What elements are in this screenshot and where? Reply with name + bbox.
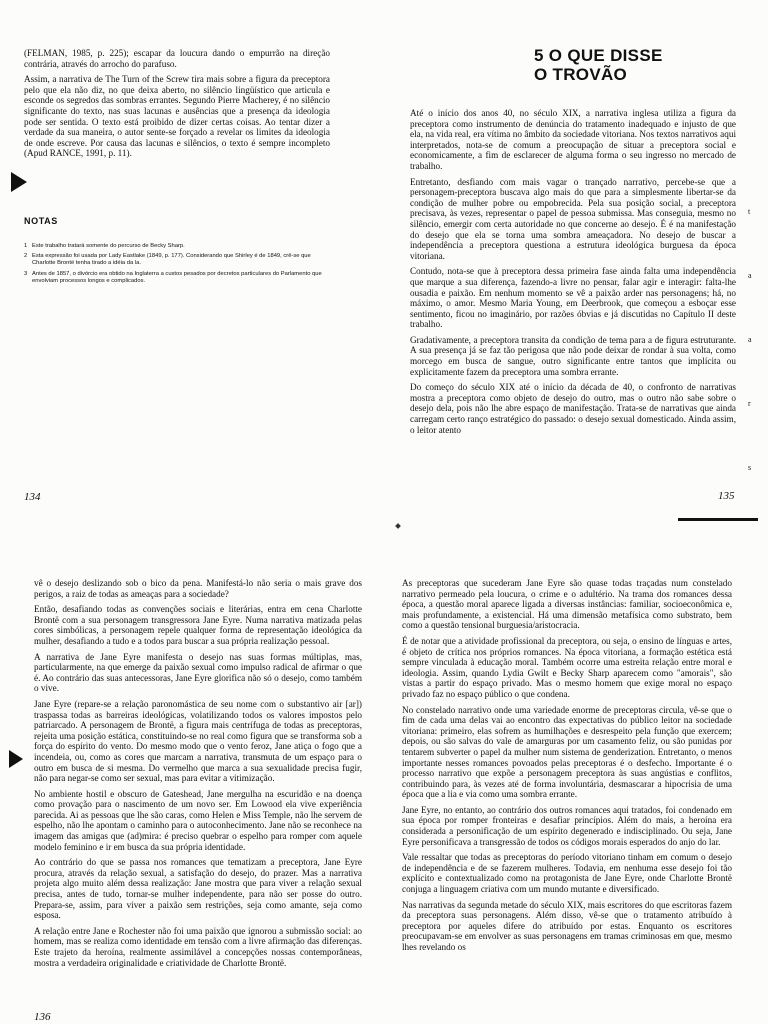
paragraph: No ambiente hostil e obscuro de Gateshead, Jane mergulha na escuridão e na doença como provação para o nascimento de um novo ser. Em Lowood ela vive experiência parecida. Ai as pessoas que lhe são caras, como Helen e Miss Temple, não lhe servem de espelho, não lhe apontam o caminho para o autoconhecimento. Jane não se reconhece na imagem das amigas que (ad)mira: é preciso quebrar o espelho para romper com aquele modelo feminino e ir em busca da sua própria identidade. xyxy=(34,788,362,852)
paragraph: (FELMAN, 1985, p. 225); escapar da loucura dando o empurrão na direção contrária, através do arrocho do parafuso. xyxy=(24,48,330,69)
paragraph: Jane Eyre (repare-se a relação paronomástica de seu nome com o substantivo air [ar]) traspassa todas as barreiras ideológicas, volatilizando todos os valores impostos pelo patriarcado. A personagem de Brontë, a figura mais centrífuga de todas as preceptoras, rejeita uma posição estática, constituindo-se no real como figura que se transforma sob a força do espírito do vento. Do mesmo modo que o vento feroz, Jane atiça o fogo que a incendeia, ou, como as cores que marcam a narrativa, transmuta de um espaço para o outro em busca de si mesma. Do vermelho que marca a sua sexualidade precisa fugir, não para negar-se como ser sexual, mas para evitar a vitimização. xyxy=(34,698,362,784)
notes-list xyxy=(24,243,324,288)
page-135-body xyxy=(410,108,736,440)
paragraph: Entretanto, desfiando com mais vagar o trançado narrativo, percebe-se que a personagem-preceptora buscava algo mais do que para a simplesmente libertar-se da condição de mulher pobre ou empobrecida. Pela sua posição social, a preceptora precisava, às vezes, representar o papel de pessoa submissa. Mas conseguia, mesmo no silêncio, emergir com certa autoridade no que concerne ao desejo. É é na manifestação do desejo que ela se torna uma sombra ameaçadora. No desejo de buscar a independência a preceptora questiona a estrutura ideológica burguesa da época vitoriana. xyxy=(410,176,736,261)
margin-arrow-marker xyxy=(11,172,27,192)
note-text: Este trabalho tratará somente do percurso de Becky Sharp. xyxy=(32,243,185,249)
paragraph: Nas narrativas da segunda metade do século XIX, mais escritores do que escritoras fazem da preceptora suas personagens. Além disso, vê-se que o tratamento atribuído à preceptora por aqueles difere do atribuído por estas. Enquanto os escritores preocupavam-se em envolver as suas personagens em tramas criminosas em que, mesmo lhes revelando os xyxy=(402,899,732,952)
chapter-title-line: 5 O QUE DISSE xyxy=(534,46,663,65)
paragraph: Contudo, nota-se que à preceptora dessa primeira fase ainda falta uma independência que marque a sua diferença, fazendo-a livre no pensar, falar agir e interagir: falta-lhe ousadia e paixão. Em nenhum momento se vê a paixão arder nas personagens; há, no máximo, o amor. Mesmo Maria Young, em Deerbrook, que começou a esboçar esse sentimento, ficou no imaginário, por razões óbvias e já discutidas no Capítulo II deste trabalho. xyxy=(410,266,736,330)
margin-arrow-marker xyxy=(9,750,23,768)
paragraph: Assim, a narrativa de The Turn of the Screw tira mais sobre a figura da preceptora pelo que ela não diz, no que deixa aberto, no silêncio lingüístico que articula e esconde os segredos das sombras errantes. Segundo Pierre Macherey, é no silêncio significante do texto, nas suas lacunas e ausências que a presença da ideologia pode ser sentida. O texto está proibido de dizer certas coisas. Ao tentar dizer a verdade da sua maneira, o autor sente-se forçado a revelar os limites da ideologia de onde escreve. Por causa das lacunas e silêncios, o texto é sempre incompleto (Apud RANCE, 1991, p. 11). xyxy=(24,74,330,159)
scan-mark xyxy=(395,523,401,529)
notes-heading: NOTAS xyxy=(24,216,58,226)
paragraph: Então, desafiando todas as convenções sociais e literárias, entra em cena Charlotte Brontë com a sua personagem transgressora Jane Eyre. Numa narrativa matizada pelas cores simbólicas, a personagem repele qualquer forma de representação ideológica da mulher, desafiando a tudo e a todos para buscar a sua própria realização pessoal. xyxy=(34,604,362,646)
paragraph: Gradativamente, a preceptora transita da condição de tema para a de figura estruturante. A sua presença já se faz tão perigosa que não pode deixar de rondar à sua volta, como morcego em busca de sangue, outro significante entre tantos que implícita ou explicitamente fazem da preceptora uma sombra errante. xyxy=(410,334,736,377)
paragraph: vê o desejo deslizando sob o bico da pena. Manifestá-lo não seria o mais grave dos perigos, a raiz de todas as ameaças para a sociedade? xyxy=(34,578,362,599)
paragraph: Jane Eyre, no entanto, ao contrário dos outros romances aqui tratados, foi condenado em sua época por romper fronteiras e desafiar princípios. Além do mais, a heroína era considerada a personificação de um espírito degenerado e indisciplinado. Ou seja, Jane Eyre personificava a transgressão de todos os códigos morais esperados do anjo do lar. xyxy=(402,804,732,847)
margin-marks: t a a r s xyxy=(748,207,752,472)
note-item xyxy=(24,253,324,267)
note-item xyxy=(24,271,324,285)
paragraph: A narrativa de Jane Eyre manifesta o desejo nas suas formas múltiplas, mas, particularmente, na que emerge da paixão sexual como impulso radical de afirmar o que é. Ao contrário das suas antecessoras, Jane Eyre glorifica não só o desejo, como também o vive. xyxy=(34,651,362,694)
note-text: Antes de 1857, o divórcio era obtido na Inglaterra a custos pesados por decretos particulares do Parlamento que envolviam processos longos e complicados. xyxy=(32,270,322,284)
page-number: 134 xyxy=(24,491,41,503)
page-number: 135 xyxy=(718,490,735,502)
page-134-body xyxy=(24,48,330,164)
paragraph: No constelado narrativo onde uma variedade enorme de preceptoras circula, vê-se que o fim de cada uma delas vai ao encontro das expectativas do público leitor na sociedade vitoriana: primeiro, elas sofrem as humilhações e desrespeito pela função que exercem; depois, ou são salvas do vale de amarguras por um casamento feliz, ou são punidas por tentarem subverter o papel da mulher num sistema de genderization. Entretanto, o menos importante nesses romances povoados pelas preceptoras é o desfecho. Importante é o processo narrativo que expõe a personagem preceptora às suas angústias e conflitos, contribuindo para, às vezes até de forma involuntária, desmascarar a hipocrisia de uma época que a lia e via como uma sombra errante. xyxy=(402,704,732,800)
page-136-body xyxy=(34,578,362,973)
paragraph: É de notar que a atividade profissional da preceptora, ou seja, o ensino de línguas e artes, é objeto de crítica nos próprios romances. Na época vitoriana, a formação estética está sempre vinculada à educação moral. Também ocorre uma estreita relação entre moral e ideologia. Assim, quando Lydia Gwilt e Becky Sharp aparecem como "amorais", são vistas a partir do espaço privado. Mas o mesmo homem que exige moral no espaço privado faz no espaço público o que condena. xyxy=(402,635,732,699)
note-number: 2 xyxy=(24,253,28,260)
note-text: Esta expressão foi usada por Lady Eastlake (1849, p. 177). Considerando que Shirley é de 1849, crê-se que Charlotte Brontë tenha tirado a idéia da la. xyxy=(32,253,311,267)
paragraph: Vale ressaltar que todas as preceptoras do período vitoriano tinham em comum o desejo de independência e de se fazerem mulheres. Todavia, em nenhuma esse desejo foi tão explícito e contextualizado como na protagonista de Jane Eyre, onde Charlotte Brontë conjuga a linguagem criativa com um mundo mutante e diversificado. xyxy=(402,852,732,895)
page-137-body xyxy=(402,578,732,958)
chapter-title xyxy=(534,46,754,84)
page-edge-rule xyxy=(678,518,758,521)
paragraph: A relação entre Jane e Rochester não foi uma paixão que ignorou a submissão social: ao homem, mas se realiza como identidade em tensão com a livre afirmação das diferenças. Este trajeto da heroína, realmente assimilável a concepções nossas contemporâneas, mostra a verdadeira originalidade e criatividade de Charlotte Brontë. xyxy=(34,925,362,968)
note-number: 3 xyxy=(24,270,28,277)
note-number: 1 xyxy=(24,243,28,249)
paragraph: Até o início dos anos 40, no século XIX, a narrativa inglesa utiliza a figura da preceptora como instrumento de denúncia do tratamento inadequado e injusto de que ela, na vida real, era vítima no âmbito da sociedade vitoriana. Nos textos narrativos aqui interpretados, nota-se de comum a preocupação de situar a preceptora social e economicamente, a fim de esclarecer de alguma forma o seu ingresso no mercado de trabalho. xyxy=(410,108,736,171)
note-item xyxy=(24,243,324,250)
paragraph: As preceptoras que sucederam Jane Eyre são quase todas traçadas num constelado narrativo permeado pela loucura, o crime e o adultério. Na trama dos romances dessa época, a questão moral aparece ligada a diversas instâncias: familiar, socioeconômica e, mais profundamente, a existencial. Há uma dimensão metafísica como substrato, bem como a questão tensional burguesia/aristocracia. xyxy=(402,578,732,631)
page-number: 136 xyxy=(34,1011,51,1023)
chapter-title-line: O TROVÃO xyxy=(534,65,628,84)
paragraph: Ao contrário do que se passa nos romances que tematizam a preceptora, Jane Eyre procura, através da relação sexual, a satisfação do desejo, do prazer. Mas a narrativa projeta algo muito além dessa realização: Jane mostra que para viver a relação sexual precisa, antes de tudo, tornar-se mulher independente, para não ser posse do outro. Prepara-se, assim, para viver a paixão sem restrições, seja como amante, seja como esposa. xyxy=(34,857,362,921)
paragraph: Do começo do século XIX até o início da década de 40, o confronto de narrativas mostra a preceptora como objeto de desejo do outro, mas o outro não sabe sobre o desejo dela, pois não lhe abre espaço de manifestação. Trata-se de narrativas que ainda carregam certo ranço estratégico do passado: o desejo sexual domesticado. Ainda assim, o leitor atento xyxy=(410,382,736,435)
